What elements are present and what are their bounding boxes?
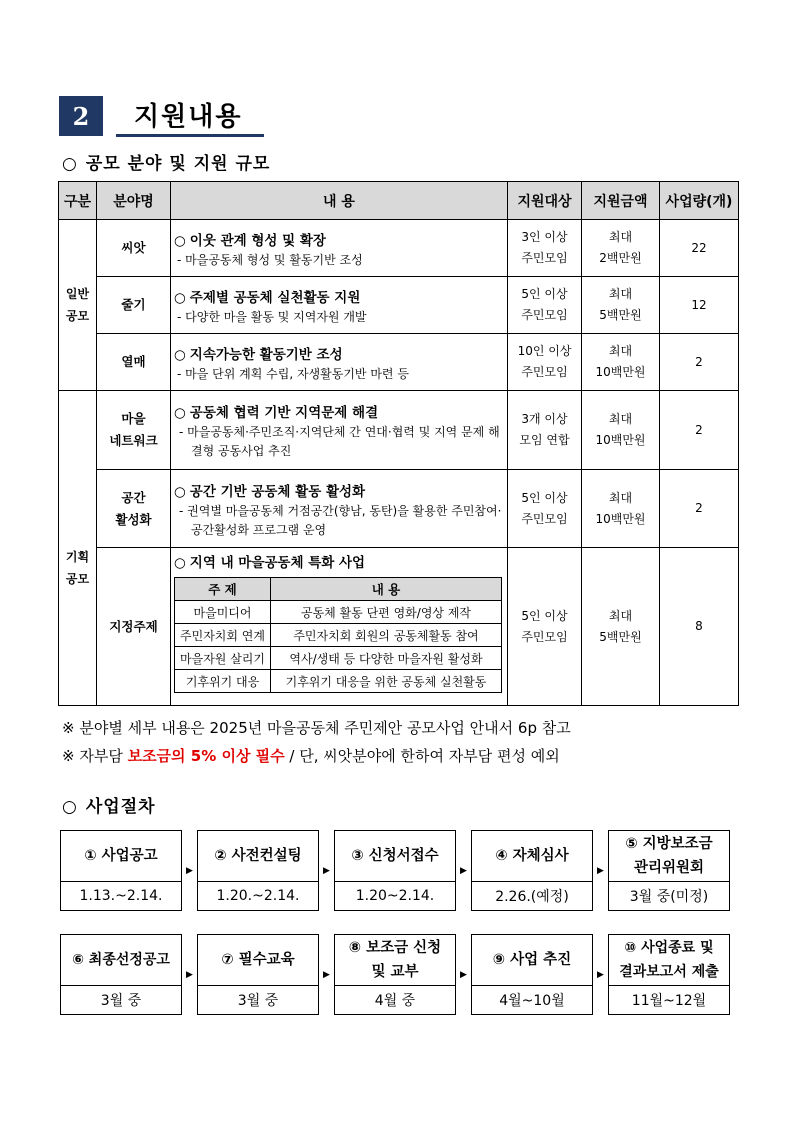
process-step-label: ⑧ 보조금 신청 및 교부 [335,935,455,986]
content-title [171,474,507,502]
process-step-date: 3월 중 [237,993,279,1009]
target-cell: 5인 이상 주민모임 [508,548,582,706]
content-title [171,395,507,423]
subtable-content: 공동체 활동 단편 영화/영상 제작 [271,601,502,624]
process-heading [62,792,156,817]
subtable-row [175,624,502,647]
content-desc: - 마을 단위 계획 수립, 자생활동기반 마련 등 [177,366,409,381]
table-row [59,391,739,470]
triangle-arrow-icon: ▶ [186,970,193,980]
circle-bullet-icon: ○ [174,483,186,500]
header-target: 지원대상 [508,182,582,220]
process-step-10 [608,934,730,1015]
amount-cell: 최대 10백만원 [582,391,660,470]
process-step-label: ⑩ 사업종료 및 결과보고서 제출 [609,935,729,986]
note-reference: ※ 분야별 세부 내용은 2025년 마을공동체 주민제안 공모사업 안내서 6p 참고 [62,719,571,737]
content-title [171,548,507,573]
content-title-text: 공간 기반 공동체 활동 활성화 [189,483,366,500]
subtable-content: 기후위기 대응을 위한 공동체 실천활동 [271,670,502,693]
process-step-label: ② 사전컨설팅 [198,831,318,882]
circle-bullet-icon: ○ [174,232,186,249]
subtable-theme: 마을자원 살리기 [175,647,271,670]
circle-bullet-icon: ○ [62,797,78,817]
subtable-row [175,601,502,624]
process-step-label: ③ 신청서접수 [335,831,455,882]
subtable-header-theme: 주 제 [175,578,271,601]
subtable-content: 역사/생태 등 다양한 마을자원 활성화 [271,647,502,670]
scope-heading [62,149,270,174]
content-title-text: 이웃 관계 형성 및 확장 [189,232,326,249]
content-title [171,280,507,308]
header-count: 사업량(개) [660,182,739,220]
subtable-row [175,647,502,670]
content-title-text: 주제별 공동체 실천활동 지원 [189,289,361,306]
process-step-label: ① 사업공고 [61,831,181,882]
content-cell [171,277,508,334]
content-cell [171,220,508,277]
circle-bullet-icon: ○ [174,555,186,571]
target-cell: 5인 이상 주민모임 [508,470,582,548]
table-row [59,277,739,334]
count-cell: 2 [660,391,739,470]
triangle-arrow-icon: ▶ [323,866,330,876]
process-step-label: ④ 자체심사 [472,831,592,882]
amount-cell: 최대 5백만원 [582,277,660,334]
content-title-text: 지역 내 마을공동체 특화 사업 [189,555,366,571]
subtable-row [175,670,502,693]
circle-bullet-icon: ○ [174,405,186,421]
subtable-theme: 기후위기 대응 [175,670,271,693]
triangle-arrow-icon: ▶ [597,970,604,980]
note-self-funding-prefix: ※ 자부담 [62,747,128,765]
triangle-arrow-icon: ▶ [323,970,330,980]
section-title: 지원내용 [134,102,243,132]
process-step-4 [471,830,593,911]
group-general: 일반 공모 [59,220,97,391]
field-name: 지정주제 [97,548,171,706]
count-cell: 12 [660,277,739,334]
process-step-date: 3월 중 [100,993,142,1009]
process-step-5 [608,830,730,911]
scope-heading-text: 공모 분야 및 지원 규모 [85,154,271,174]
content-desc: - 권역별 마을공동체 거점공간(향남, 동탄)을 활용한 주민참여·공간활성화 프로그램 운영 [179,503,502,537]
header-field: 분야명 [97,182,171,220]
header-content: 내 용 [171,182,508,220]
process-step-label: ⑨ 사업 추진 [472,935,592,986]
table-row [59,334,739,391]
count-cell: 2 [660,470,739,548]
process-step-9 [471,934,593,1015]
content-cell [171,470,508,548]
triangle-arrow-icon: ▶ [597,866,604,876]
content-desc: - 마을공동체 형성 및 활동기반 조성 [177,252,363,267]
content-title [171,223,507,251]
process-heading-text: 사업절차 [85,797,156,817]
support-scope-table [58,181,739,706]
process-step-8 [334,934,456,1015]
field-name: 씨앗 [97,220,171,277]
header-amount: 지원금액 [582,182,660,220]
content-desc: - 마을공동체·주민조직·지역단체 간 연대·협력 및 지역 문제 해결형 공동사업 추진 [179,425,500,458]
count-cell: 8 [660,548,739,706]
field-name: 줄기 [97,277,171,334]
content-cell [171,391,508,470]
process-step-1 [60,830,182,911]
subtable-content: 주민자치회 회원의 공동체활동 참여 [271,624,502,647]
process-step-label: ⑤ 지방보조금 관리위원회 [609,831,729,882]
header-category: 구분 [59,182,97,220]
process-step-date: 4월 중 [374,993,416,1009]
process-step-date: 11월~12월 [631,993,707,1009]
process-step-6 [60,934,182,1015]
table-row [59,470,739,548]
subtable-header-row [175,578,502,601]
process-step-date: 1.20~2.14. [355,888,435,904]
subtable-theme: 주민자치회 연계 [175,624,271,647]
circle-bullet-icon: ○ [174,346,186,363]
note-self-funding [62,745,560,766]
process-step-3 [334,830,456,911]
process-step-date: 1.13.~2.14. [79,888,163,904]
theme-subtable [174,577,502,693]
content-title-text: 공동체 협력 기반 지역문제 해결 [189,405,379,421]
target-cell: 10인 이상 주민모임 [508,334,582,391]
content-title-text: 지속가능한 활동기반 조성 [189,346,343,363]
table-row [59,548,739,706]
amount-cell: 최대 5백만원 [582,548,660,706]
note-self-funding-highlight: 보조금의 5% 이상 필수 [127,747,285,765]
field-name: 열매 [97,334,171,391]
circle-bullet-icon: ○ [174,289,186,306]
process-step-date: 1.20.~2.14. [216,888,300,904]
target-cell: 3개 이상 모임 연합 [508,391,582,470]
count-cell: 22 [660,220,739,277]
target-cell: 3인 이상 주민모임 [508,220,582,277]
subtable-header-content: 내 용 [271,578,502,601]
triangle-arrow-icon: ▶ [460,970,467,980]
amount-cell: 최대 2백만원 [582,220,660,277]
subtable-theme: 마을미디어 [175,601,271,624]
note-self-funding-suffix: / 단, 씨앗분야에 한하여 자부담 편성 예외 [284,747,560,765]
process-step-label: ⑥ 최종선정공고 [61,935,181,986]
process-step-7 [197,934,319,1015]
table-row [59,220,739,277]
content-cell [171,548,508,706]
triangle-arrow-icon: ▶ [460,866,467,876]
target-cell: 5인 이상 주민모임 [508,277,582,334]
group-planned: 기획 공모 [59,391,97,706]
amount-cell: 최대 10백만원 [582,470,660,548]
table-header-row [59,182,739,220]
field-name: 공간 활성화 [97,470,171,548]
circle-bullet-icon: ○ [62,154,78,174]
triangle-arrow-icon: ▶ [186,866,193,876]
content-desc: - 다양한 마을 활동 및 지역자원 개발 [177,309,367,324]
field-name: 마을 네트워크 [97,391,171,470]
process-step-label: ⑦ 필수교육 [198,935,318,986]
content-title [171,337,507,365]
count-cell: 2 [660,334,739,391]
process-step-date: 2.26.(예정) [495,889,569,905]
process-step-date: 3월 중(미정) [629,889,709,905]
process-step-2 [197,830,319,911]
section-underline [116,134,264,137]
amount-cell: 최대 10백만원 [582,334,660,391]
process-step-date: 4월~10월 [499,993,565,1009]
content-cell [171,334,508,391]
section-number: 2 [59,96,103,136]
